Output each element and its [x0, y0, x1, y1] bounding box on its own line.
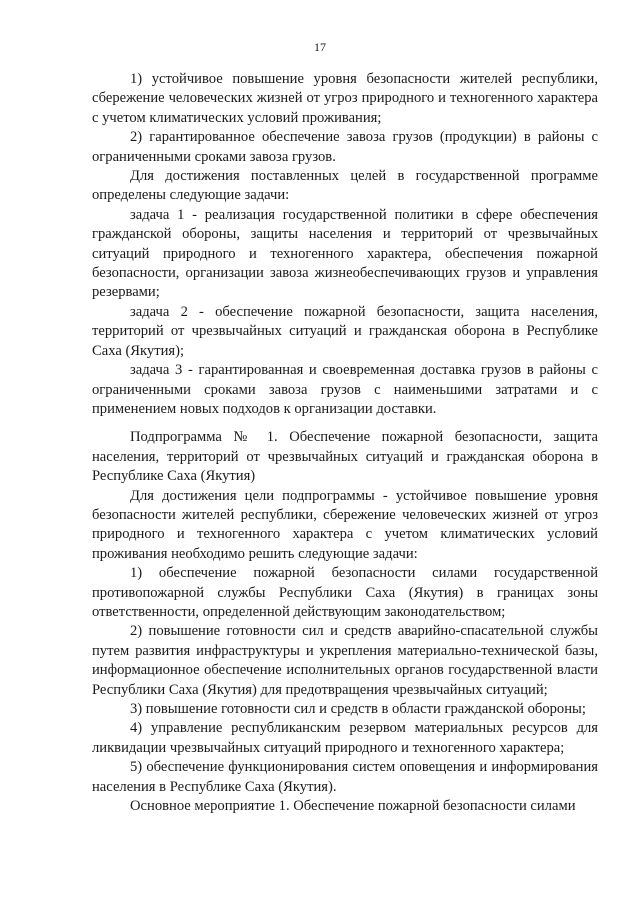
- paragraph-subtask-5: 5) обеспечение функционирования систем оповещения и информирования населения в Республике Саха (Якутия).: [92, 759, 598, 795]
- paragraph-subtask-4: 4) управление республиканским резервом материальных ресурсов для ликвидации чрезвычайных ситуаций природного и техногенного характера;: [92, 720, 598, 756]
- paragraph-task-3: задача 3 - гарантированная и своевременная доставка грузов в районы с ограниченными сроками завоза грузов с наименьшими затратами и с применением новых подходов к организации доставки.: [92, 362, 598, 417]
- paragraph-main-activity-1: Основное мероприятие 1. Обеспечение пожарной безопасности силами: [130, 798, 576, 815]
- paragraph-subtask-3: 3) повышение готовности сил и средств в области гражданской обороны;: [130, 701, 586, 717]
- paragraph-goal-2: 2) гарантированное обеспечение завоза грузов (продукции) в районы с ограниченными сроками завоза грузов.: [92, 129, 598, 165]
- document-body: [92, 70, 598, 816]
- paragraph-tasks-intro: Для достижения поставленных целей в государственной программе определены следующие задачи:: [92, 168, 598, 204]
- paragraph-task-1: задача 1 - реализация государственной политики в сфере обеспечения гражданской обороны, защиты населения и территорий от чрезвычайных ситуаций природного и техногенного характера, обеспечения пожарной безопасности, организации завоза жизнеобеспечивающих грузов и управления резервами;: [92, 206, 598, 301]
- page-number: 17: [314, 40, 326, 54]
- paragraph-goal-1: 1) устойчивое повышение уровня безопасности жителей республики, сбережение человеческих жизней от угроз природного и техногенного характера с учетом климатических условий проживания;: [92, 71, 598, 126]
- paragraph-task-2: задача 2 - обеспечение пожарной безопасности, защита населения, территорий от чрезвычайных ситуаций и гражданская оборона в Республике Саха (Якутия);: [92, 303, 598, 359]
- paragraph-subtask-1: 1) обеспечение пожарной безопасности силами государственной противопожарной службы Республики Саха (Якутия) в границах зоны ответственности, определенной действующим законодательством;: [92, 565, 598, 620]
- paragraph-subtask-2: 2) повышение готовности сил и средств аварийно-спасательной службы путем развития инфраструктуры и укрепления материально-технической базы, информационное обеспечение исполнительных органов государственной власти Республики Саха (Якутия) для предотвращения чрезвычайных ситуаций;: [92, 623, 598, 698]
- paragraph-subprogram-1-title: Подпрограмма № 1. Обеспечение пожарной безопасности, защита населения, территорий от чрезвычайных ситуаций и гражданская оборона в Республике Саха (Якутия): [92, 429, 598, 485]
- paragraph-subprogram-goal: Для достижения цели подпрограммы - устойчивое повышение уровня безопасности жителей республики, сбережение человеческих жизней от угроз природного и техногенного характера с учетом климатических условий проживания необходимо решить следующие задачи:: [92, 487, 598, 562]
